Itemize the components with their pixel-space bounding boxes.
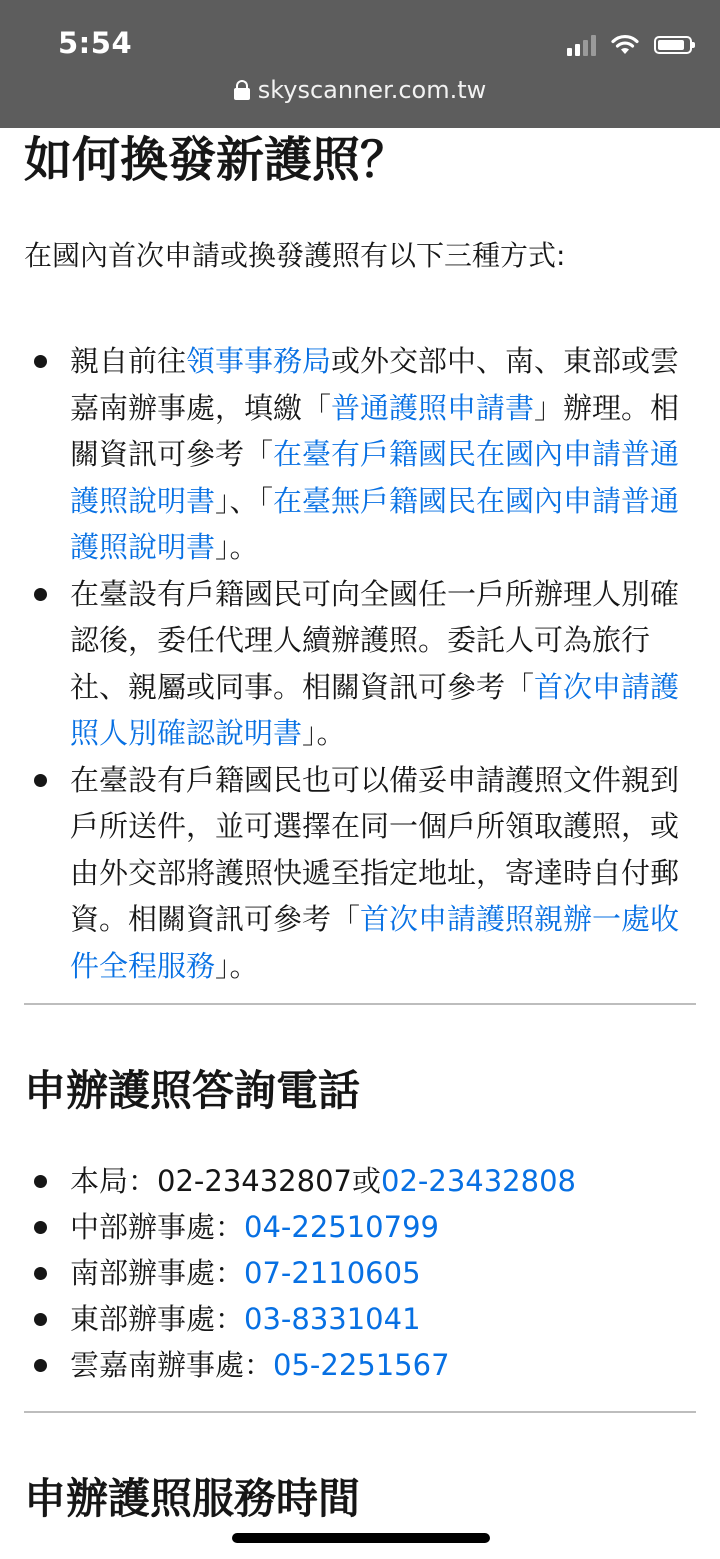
phone-label: 南部辦事處： — [70, 1256, 245, 1290]
link-one-stop-service[interactable]: 首次申請護照親辦一處收件全程服務 — [70, 902, 680, 983]
link-domestic-with-household[interactable]: 在臺有戶籍國民在國內申請普通護照說明書 — [70, 437, 680, 518]
bullet-icon — [34, 1359, 47, 1372]
url-text: skyscanner.com.tw — [257, 76, 487, 104]
text: 」辦理。相關資訊可參考「 — [70, 390, 680, 471]
status-time: 5:54 — [58, 26, 133, 60]
divider — [24, 1003, 696, 1005]
phone-link[interactable]: 02-23432808 — [381, 1164, 576, 1198]
section-title-service-hours: 申辦護照服務時間 — [24, 1474, 361, 1523]
phone-item-yunchianan — [24, 1342, 696, 1388]
phone-number: 02-23432807或 — [157, 1164, 381, 1198]
bullet-icon — [34, 588, 47, 601]
list-item — [24, 757, 696, 990]
intro-text: 在國內首次申請或換發護照有以下三種方式: — [24, 239, 566, 272]
home-indicator[interactable] — [232, 1533, 490, 1543]
browser-top-bar — [0, 0, 720, 128]
link-consular-affairs[interactable]: 領事事務局 — [186, 344, 332, 378]
battery-icon — [654, 36, 692, 54]
text: 」。 — [302, 716, 346, 750]
section-title-renew-passport: 如何換發新護照？ — [24, 132, 409, 188]
phone-link[interactable]: 05-2251567 — [273, 1348, 450, 1382]
link-passport-application-form[interactable]: 普通護照申請書 — [331, 390, 535, 425]
bullet-icon — [34, 1221, 47, 1234]
text: 或外交部中、南、東部或雲嘉南辦事處，填繳「 — [70, 344, 680, 425]
application-methods-list — [24, 338, 696, 989]
lock-icon — [234, 80, 250, 100]
phone-link[interactable]: 03-8331041 — [244, 1302, 421, 1336]
text: 在臺設有戶籍國民也可以備妥申請護照文件親到戶所送件，並可選擇在同一個戶所領取護照，或由外交部將護照快遞至指定地址，寄達時自付郵資。相關資訊可參考「 — [70, 762, 680, 936]
phone-item-central — [24, 1204, 696, 1250]
signal-icon — [567, 34, 596, 56]
bullet-icon — [34, 1267, 47, 1280]
phone-item-main — [24, 1158, 696, 1204]
bullet-icon — [34, 355, 47, 368]
status-icons — [567, 30, 692, 60]
link-domestic-without-household[interactable]: 在臺無戶籍國民在國內申請普通護照說明書 — [70, 483, 680, 564]
bullet-icon — [34, 1175, 47, 1188]
phone-label: 東部辦事處： — [70, 1302, 245, 1336]
text: 在臺設有戶籍國民可向全國任一戶所辦理人別確認後，委任代理人續辦護照。委託人可為旅行社、親屬或同事。相關資訊可參考「 — [70, 576, 680, 704]
phone-item-eastern — [24, 1296, 696, 1342]
phone-label: 雲嘉南辦事處： — [70, 1348, 274, 1382]
phone-link[interactable]: 07-2110605 — [244, 1256, 421, 1290]
phone-item-southern — [24, 1250, 696, 1296]
text: 」。 — [215, 530, 259, 564]
link-identity-confirmation[interactable]: 首次申請護照人別確認說明書 — [70, 669, 680, 750]
list-item — [24, 571, 696, 757]
list-item — [24, 338, 696, 571]
text: 」、「 — [215, 483, 274, 518]
phone-list — [24, 1158, 696, 1388]
phone-link[interactable]: 04-22510799 — [244, 1210, 439, 1244]
bullet-icon — [34, 1313, 47, 1326]
phone-label: 中部辦事處： — [70, 1210, 245, 1244]
address-bar[interactable] — [0, 76, 720, 104]
divider — [24, 1411, 696, 1413]
wifi-icon — [610, 34, 640, 56]
section-title-phone: 申辦護照答詢電話 — [24, 1066, 361, 1115]
text: 」。 — [215, 948, 259, 983]
bullet-icon — [34, 774, 47, 787]
phone-label: 本局： — [70, 1164, 158, 1198]
text: 親自前往 — [70, 344, 187, 378]
